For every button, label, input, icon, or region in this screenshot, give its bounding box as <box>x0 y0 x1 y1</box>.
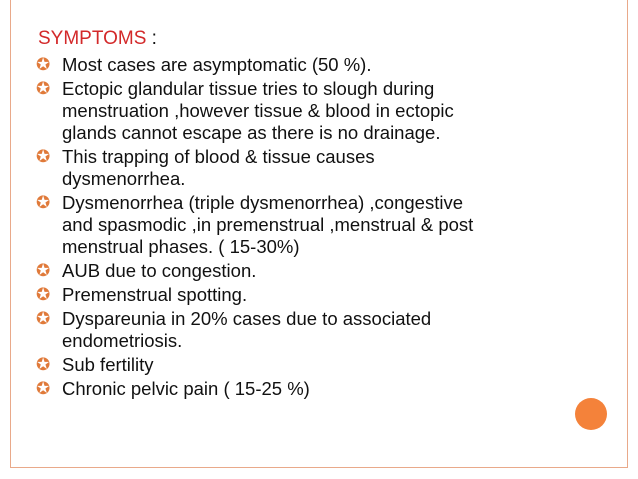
list-item-text: Most cases are asymptomatic (50 %). <box>62 54 372 75</box>
list-item-text: This trapping of blood & tissue causes dysmenorrhea. <box>62 146 375 189</box>
bullet-icon: ✪ <box>36 261 51 280</box>
bullet-icon: ✪ <box>36 193 51 212</box>
bullet-icon: ✪ <box>36 79 51 98</box>
list-item <box>36 354 556 376</box>
list-item-text: Ectopic glandular tissue tries to slough during menstruation ,however tissue & blood in ectopic glands cannot escape as there is no drainage. <box>62 78 454 143</box>
bullet-icon: ✪ <box>36 285 51 304</box>
list-item <box>36 260 556 282</box>
list-item <box>36 146 556 190</box>
list-item <box>36 54 556 76</box>
list-item-text: Chronic pelvic pain ( 15-25 %) <box>62 378 310 399</box>
list-item <box>36 284 556 306</box>
list-item <box>36 78 556 144</box>
list-item <box>36 308 556 352</box>
list-item-text: Premenstrual spotting. <box>62 284 248 305</box>
bullet-icon: ✪ <box>36 309 51 328</box>
list-item <box>36 192 556 258</box>
list-item-text: Sub fertility <box>62 354 154 375</box>
slide-title <box>38 28 157 50</box>
bullet-icon: ✪ <box>36 355 51 374</box>
decorative-circle <box>575 398 607 430</box>
symptom-list <box>36 54 556 400</box>
title-word: SYMPTOMS <box>38 28 147 49</box>
list-item-text: Dyspareunia in 20% cases due to associated endometriosis. <box>62 308 432 351</box>
list-item <box>36 378 556 400</box>
bullet-icon: ✪ <box>36 147 51 166</box>
list-item-text: Dysmenorrhea (triple dysmenorrhea) ,congestive and spasmodic ,in premenstrual ,menstrual & post menstrual phases. ( 15-30%) <box>62 192 474 257</box>
list-item-text: AUB due to congestion. <box>62 260 257 281</box>
bullet-icon: ✪ <box>36 379 51 398</box>
bullet-icon: ✪ <box>36 55 51 74</box>
title-suffix: : <box>146 28 157 49</box>
